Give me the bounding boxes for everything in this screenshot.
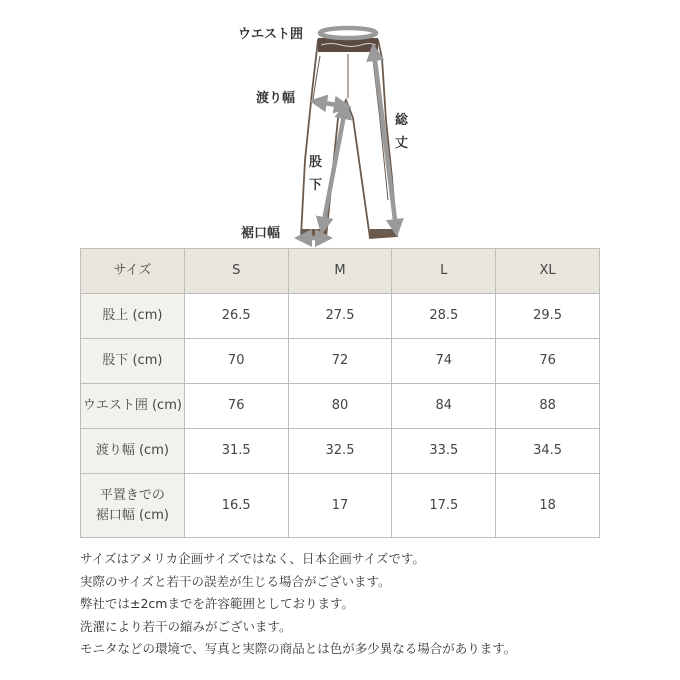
row-label-line: 裾口幅 (cm) (95, 507, 169, 523)
hem-label: 裾口幅 (241, 226, 281, 241)
note-line: 洗濯により若干の縮みがございます。 (80, 618, 292, 634)
table-cell: 34.5 (496, 429, 600, 474)
table-cell: 72 (288, 339, 392, 384)
table-cell: 76 (184, 384, 288, 429)
pants-outline (301, 40, 397, 238)
table-cell: 74 (392, 339, 496, 384)
row-label: 股上 (cm) (81, 294, 185, 339)
inseam-label-1: 股 (309, 155, 323, 170)
hem-band-right (370, 229, 397, 237)
waist-label: ウエスト囲 (238, 27, 304, 42)
note-line: 実際のサイズと若干の誤差が生じる場合がございます。 (80, 573, 391, 589)
inseam-label-2: 下 (309, 178, 323, 193)
row-label: 渡り幅 (cm) (81, 429, 185, 474)
header-l: L (392, 249, 496, 294)
size-table (80, 248, 600, 538)
size-notes (80, 548, 640, 661)
waist-arrow (320, 28, 376, 38)
table-cell: 28.5 (392, 294, 496, 339)
row-label (81, 474, 185, 538)
row-label-line: 平置きでの (99, 487, 165, 503)
table-cell: 70 (184, 339, 288, 384)
table-row (81, 339, 600, 384)
table-row (81, 474, 600, 538)
header-m: M (288, 249, 392, 294)
length-label-2: 丈 (395, 136, 409, 151)
header-size: サイズ (81, 249, 185, 294)
row-label: 股下 (cm) (81, 339, 185, 384)
table-cell: 16.5 (184, 474, 288, 538)
table-row (81, 384, 600, 429)
header-s: S (184, 249, 288, 294)
thigh-label: 渡り幅 (256, 91, 296, 106)
table-cell: 76 (496, 339, 600, 384)
table-cell: 88 (496, 384, 600, 429)
table-row (81, 429, 600, 474)
table-cell: 33.5 (392, 429, 496, 474)
note-line: サイズはアメリカ企画サイズではなく、日本企画サイズです。 (80, 551, 425, 566)
note-line: 弊社では±2cmまでを許容範囲としております。 (80, 596, 354, 611)
table-cell: 26.5 (184, 294, 288, 339)
row-label: ウエスト囲 (cm) (81, 384, 185, 429)
note-line: モニタなどの環境で、写真と実際の商品とは色が多少異なる場合があります。 (80, 641, 517, 656)
table-cell: 84 (392, 384, 496, 429)
pants-measurement-diagram (0, 0, 680, 250)
length-label-1: 総 (395, 113, 409, 128)
table-row (81, 294, 600, 339)
table-cell: 18 (496, 474, 600, 538)
table-header-row (81, 249, 600, 294)
table-cell: 80 (288, 384, 392, 429)
header-xl: XL (496, 249, 600, 294)
table-cell: 17.5 (392, 474, 496, 538)
table-cell: 29.5 (496, 294, 600, 339)
table-cell: 32.5 (288, 429, 392, 474)
table-cell: 27.5 (288, 294, 392, 339)
table-cell: 31.5 (184, 429, 288, 474)
table-cell: 17 (288, 474, 392, 538)
